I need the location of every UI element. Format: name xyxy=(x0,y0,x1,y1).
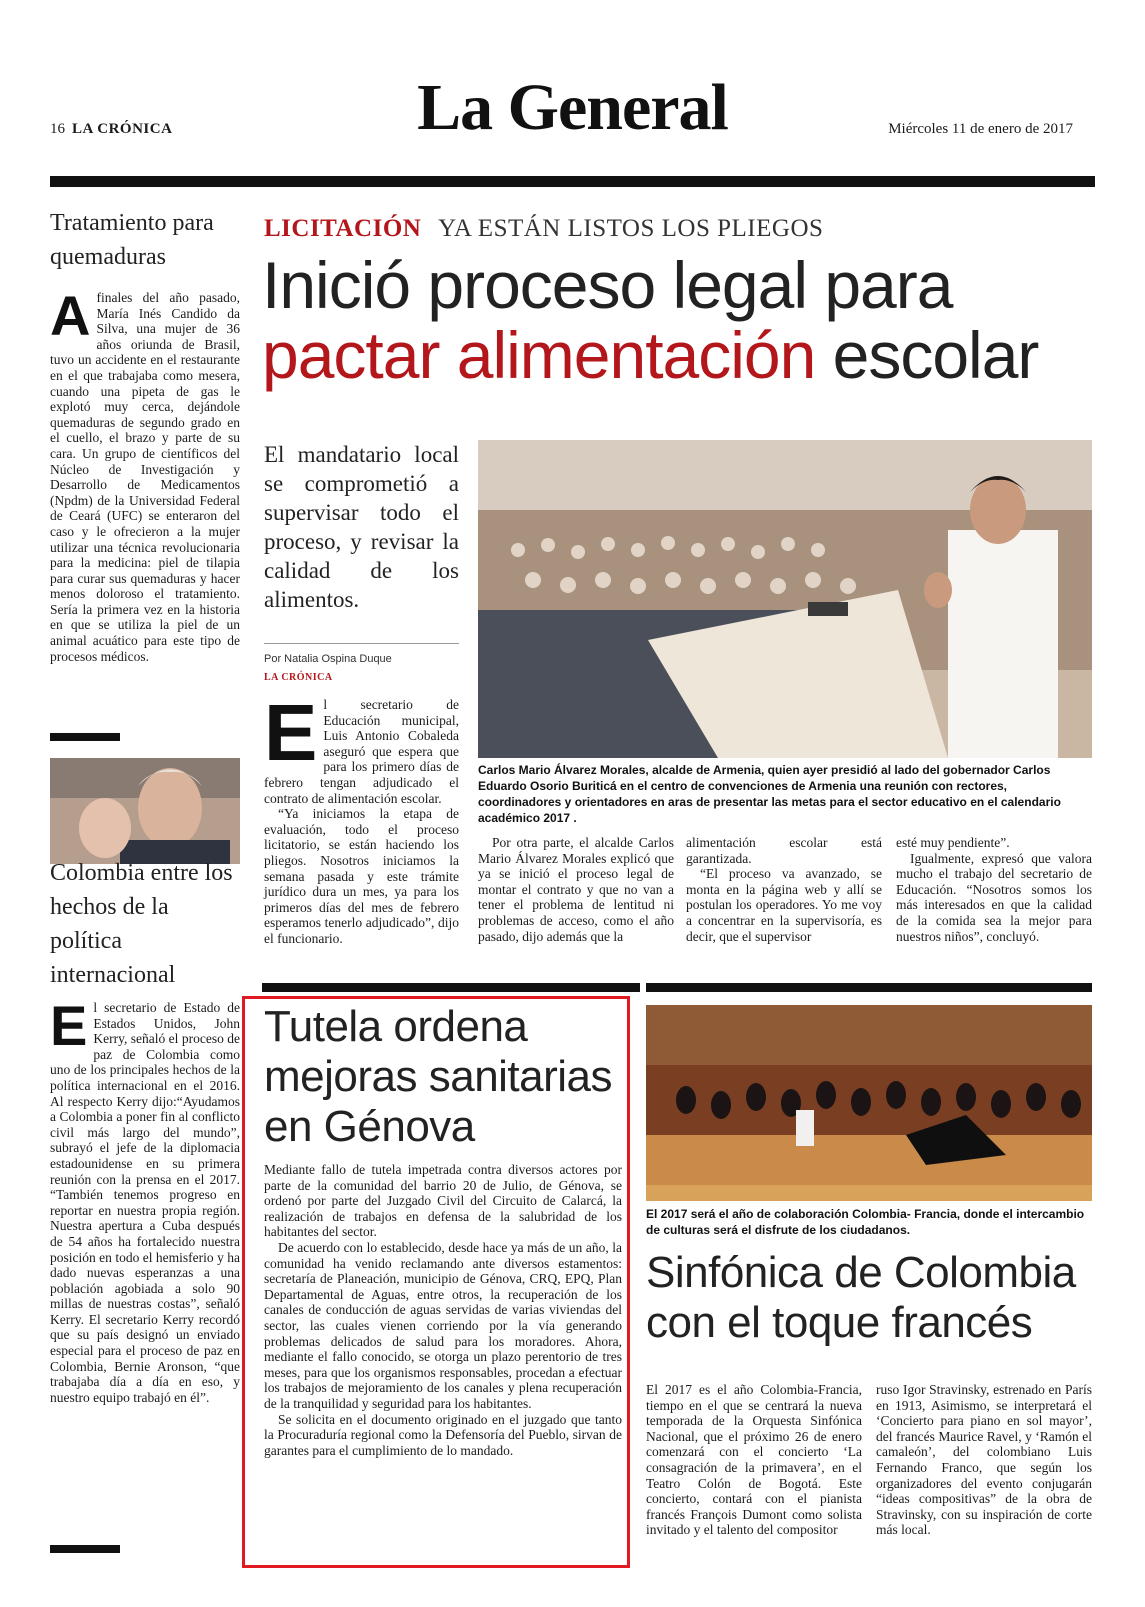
newspaper-brand: LA CRÓNICA xyxy=(72,121,173,137)
sidebar-story1-dropcap: A xyxy=(50,284,91,347)
tutela-body xyxy=(264,1162,622,1458)
tutela-headline: Tutela ordena mejoras sanitarias en Génova xyxy=(264,1002,613,1151)
sinfonica-top-rule xyxy=(646,983,1092,992)
sidebar-story2-title: Colombia entre los hechos de la política internacional xyxy=(50,860,233,988)
sinfonica-col1 xyxy=(646,1382,862,1538)
headline-highlight: pactar alimentación xyxy=(262,318,816,392)
headline-end: escolar xyxy=(815,318,1039,392)
main-col1-p1: l secretario de Educación municipal, Luis Antonio Cobaleda aseguró que espera que para los primero días de febrero tengan adjudicado el contrato de alimentación escolar. xyxy=(264,697,459,806)
main-col3 xyxy=(686,835,882,944)
sidebar-story1-text: finales del año pasado, María Inés Candido da Silva, una mujer de 36 años oriunda de Brasil, tuvo un accidente en el restaurante en el que trabajaba como mesera, cuando una pipeta de gas le explotó muy cerca, dejándole quemaduras de segundo grado en el cuello, el brazo y parte de su cara. Un grupo de científicos del Núcleo de Investigación y Desarrollo de Medicamentos (Npdm) de la Universidad Federal de Ceará (UFC) se enteraron del caso y le ofrecieron a la mujer utilizar una técnica revolucionaria para la medicina: piel de tilapia para curar sus quemaduras y hacer menos doloroso el tratamiento. Sería la primera vez en la historia en que se utiliza la piel de un animal acuático para este tipo de procesos médicos. xyxy=(50,290,240,664)
sidebar-story1-body xyxy=(50,284,240,664)
main-col4 xyxy=(896,835,1092,944)
main-deck: El mandatario local se comprometió a supervisar todo el proceso, y revisar la calidad de los alimentos. xyxy=(264,442,459,612)
sinfonica-col2-text: ruso Igor Stravinsky, estrenado en París en 1913, Asimismo, se interpretará el ‘Concierto para piano en sol mayor’, del francés Maurice Ravel, y ‘Ramón el camaleón’, del colombiano Luis Fernando Franco, que según los organizadores del evento conjugarán “ideas compositivas” de la obra de Stravinsky, con su inspiración de corte más local. xyxy=(876,1382,1092,1538)
sidebar-bottom-rule xyxy=(50,1545,120,1553)
sidebar-story2-body xyxy=(50,994,240,1405)
main-col2 xyxy=(478,835,674,944)
section-title: La General xyxy=(417,71,728,144)
headline-line1: Inició proceso legal para xyxy=(262,248,953,322)
main-headline xyxy=(262,250,1092,390)
tutela-p2: De acuerdo con lo establecido, desde hace ya más de un año, la comunidad ha venido reclamando ante diversos estamentos: secretaría de Planeación, municipio de Génova, CRQ, EPQ, Plan Departamental de Aguas, entre otros, la recuperación de los canales de conducción de aguas servidas de varias viviendas del sector, las cuales vienen corriendo por la vía generando problemas delicados de salud para los moradores. Ahora, mediante el fallo conocido, se otorga un plazo perentorio de tres meses, para que los organismos responsables, procedan a efectuar los trabajos de mejoramiento de los canales y plena recuperación de la tranquilidad y seguridad para los habitantes. xyxy=(264,1239,622,1411)
main-col1-p2: “Ya iniciamos la etapa de evaluación, todo el proceso licitatorio, se están haciendo los pliegos. Nosotros iniciamos la semana pasada y este trámite jurídico dura un mes, ya para los primeros días del mes de febrero esperamos tenerlo adjudicado”, dijo el funcionario. xyxy=(264,806,459,946)
tutela-p1: Mediante fallo de tutela impetrada contra diversos actores por parte de la comunidad del barrio 20 de Julio, de Génova, se ordenó por parte del Juzgado Civil del Circuito de Calarcá, la realización de trabajos en defensa de la salubridad de los habitantes del sector. xyxy=(264,1162,622,1240)
main-kicker xyxy=(264,215,823,243)
kicker-label: LICITACIÓN xyxy=(264,215,422,242)
main-photo xyxy=(478,440,1092,758)
sinfonica-col2 xyxy=(876,1382,1092,1538)
sinfonica-headline: Sinfónica de Colombia con el toque francés xyxy=(646,1248,1076,1347)
sidebar-story1-title: Tratamiento para quemaduras xyxy=(50,210,214,270)
main-col4-p1: esté muy pendiente”. xyxy=(896,835,1010,850)
sidebar-story2-text: l secretario de Estado de Estados Unidos, John Kerry, señaló el proceso de paz de Colombia como uno de los principales hechos de la política internacional en el 2016. Al respecto Kerry dijo:“Ayudamos a Colombia a poner fin al conflicto civil más largo del mundo”, subrayó el jefe de la diplomacia estadounidense en su primera reunión con la prensa en el 2017. “También tenemos progreso en reportar en nuestra propia región. Nuestra apertura a Cuba después de 54 años ha fortalecido nuestra posición en todo el hemisferio y ha dado nuevas esperanzas a una población agobiada a solo 90 millas de nuestras costas”, señaló Kerry. El secretario Kerry recordó que su país designó un enviado especial para el proceso de paz en Colombia, Bernie Aronson, “que trabajaba día a día en eso, y nuestro equipo trabajó en él”. xyxy=(50,1000,240,1405)
orchestra-caption: El 2017 será el año de colaboración Colombia- Francia, donde el intercambio de culturas será el disfrute de los ciudadanos. xyxy=(646,1207,1085,1237)
issue-date: Miércoles 11 de enero de 2017 xyxy=(888,121,1073,137)
header-rule xyxy=(50,176,1095,187)
page-number: 16 xyxy=(50,121,65,137)
main-col3-p1: alimentación escolar está garantizada. xyxy=(686,835,882,866)
main-col3-p2: “El proceso va avanzado, se monta en la página web y allí se postulan los operadores. Yo me voy a concentrar en la supervisoría, es decir, que el supervisor xyxy=(686,866,882,944)
main-col1 xyxy=(264,688,459,947)
main-dropcap: E xyxy=(264,688,318,777)
kicker-text: YA ESTÁN LISTOS LOS PLIEGOS xyxy=(438,215,824,242)
main-photo-caption: Carlos Mario Álvarez Morales, alcalde de Armenia, quien ayer presidió al lado del gobernador Carlos Eduardo Osorio Buriticá en el centro de convenciones de Armenia una reunión con rectores, coordinadores y orientadores en aras de presentar las metas para el sector educativo en el calendario académico 2017 . xyxy=(478,763,1061,825)
byline-rule xyxy=(264,643,459,644)
sidebar-divider xyxy=(50,733,120,741)
tutela-p3: Se solicita en el documento originado en el juzgado que tanto la Procuraduría regional como la Defensoría del Pueblo, sirvan de garantes para el cumplimiento de lo mandado. xyxy=(264,1411,622,1458)
byline: Por Natalia Ospina Duque xyxy=(264,653,392,665)
tutela-top-rule xyxy=(262,983,640,992)
kerry-photo xyxy=(50,758,240,864)
main-col2-text: Por otra parte, el alcalde Carlos Mario Álvarez Morales explicó que ya se inició el proceso legal de montar el contrato y que no van a tener el problema de lentitud ni problemas de acceso, como el año pasado, dijo además que la xyxy=(478,835,674,944)
orchestra-photo xyxy=(646,1005,1092,1201)
byline-brand: LA CRÓNICA xyxy=(264,672,333,683)
sinfonica-col1-text: El 2017 es el año Colombia-Francia, tiempo en el que se centrará la nueva temporada de la Orquesta Sinfónica Nacional, que el próximo 26 de enero comenzará con el concierto ‘La consagración de la primavera’, en el Teatro Colón de Bogotá. Este concierto, contará con el pianista francés François Dumont como solista invitado y el talento del compositor xyxy=(646,1382,862,1538)
main-col4-p2: Igualmente, expresó que valora mucho el trabajo del secretario de Educación. “Nosotros somos los más interesados en que la calidad de la comida sea la mejor para nuestros niños”, concluyó. xyxy=(896,850,1092,944)
sidebar-story2-dropcap: E xyxy=(50,994,88,1057)
